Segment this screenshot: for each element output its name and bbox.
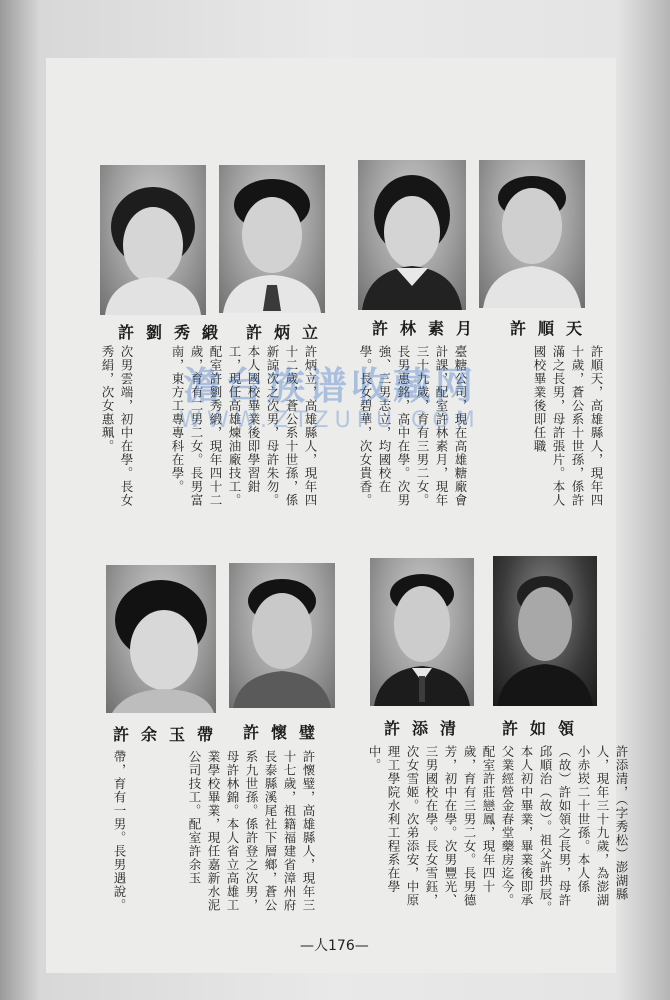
watermark-url: WWW.ZTZUPU.COM bbox=[179, 408, 481, 433]
person-bio: 許添清，（字秀松）澎湖縣人，現年三十九歲，為澎湖小赤崁二十世孫。本人係（故）許如領之長男，母許邱順治（故）。祖父許拱辰。本人初中畢業，畢業後即承父業經營金春堂藥房迄今。配室許莊戀鳳，現年四十歲，育有三男二女。長男德芳，初中在學。次男豐光、三男國校在學。長女雪鈺，次女雪姬。次弟添安，中原理工學院水利工程系在學中。 bbox=[367, 745, 629, 915]
portrait-photo bbox=[358, 160, 466, 310]
person-bio: 次男雲端，初中在學。長女秀絹，次女惠珮。 bbox=[100, 345, 134, 507]
person-bio: 許懷璧，高雄縣人，現年三十七歲，祖籍福建省漳州府長泰縣溪尾社下層鄉，蒼公系九世孫。係許登之次男，母許林錦。本人省立高雄工業學校畢業，現任嘉新水泥公司技工。配室許余玉 bbox=[187, 750, 316, 912]
portrait-photo bbox=[479, 160, 585, 308]
person-bio: 帶，育有一男。長男遇說。 bbox=[112, 750, 127, 912]
portrait-photo bbox=[100, 165, 206, 315]
person-name: 許懷璧 bbox=[243, 723, 328, 742]
person-name: 許林素月 bbox=[372, 319, 485, 338]
portrait-photo bbox=[219, 165, 325, 313]
person-name: 許余玉帶 bbox=[113, 725, 226, 744]
person-name: 許如領 bbox=[502, 719, 587, 738]
person-bio: 臺糖公司，現在高雄糖廠會計課，配室許林素月，現年三十九歲，育有三男二女。長男惠銘，高中在學。次男強、三男志立，均國校在學。長女碧華，次女貴香。 bbox=[358, 345, 468, 507]
portrait-photo bbox=[493, 556, 597, 706]
person-name: 許順天 bbox=[510, 319, 595, 338]
person-name: 許劉秀緞 bbox=[118, 323, 231, 342]
watermark-text: 澹台族谱收藏网 bbox=[182, 364, 477, 408]
portrait-photo bbox=[370, 558, 474, 706]
person-name: 許添清 bbox=[384, 719, 469, 738]
portrait-photo bbox=[106, 565, 216, 713]
person-bio: 許順天，高雄縣人，現年四十歲，蒼公系十世孫，係許滿之長男，母許張片。本人國校畢業後即任職 bbox=[532, 345, 604, 507]
page-number: —人176— bbox=[300, 938, 369, 954]
person-bio: 許炳立，高雄縣人，現年四十二歲，蒼公系十世孫，係新諒次之次男，母許朱勿。本人國校畢業後即學習鉗工，現任高雄煉油廠技工。配室許劉秀緞，現年四十二歲，育有二男二女。長男富南，東方工專專科在學。 bbox=[170, 345, 318, 507]
person-name: 許炳立 bbox=[246, 323, 331, 342]
portrait-photo bbox=[229, 563, 335, 708]
